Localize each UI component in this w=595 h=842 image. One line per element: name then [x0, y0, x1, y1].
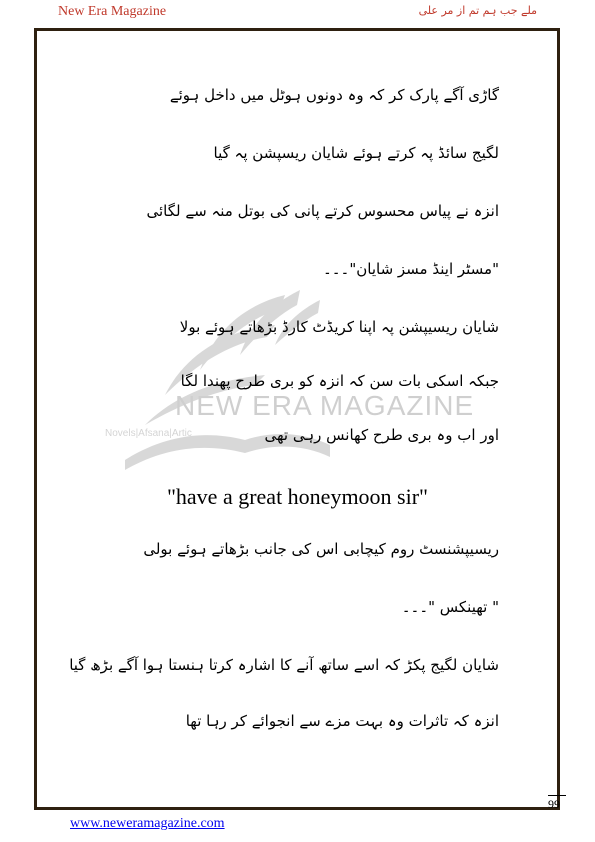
- text-line: انزہ کہ تاثرات وہ بہت مزے سے انجوائے کر رہا تھا: [185, 712, 499, 730]
- novel-title: ملے جب ہم تم از مر علی: [418, 4, 537, 17]
- text-line: " تھینکس "۔۔۔: [401, 598, 499, 616]
- text-line: شایان ریسیپشن پہ اپنا کریڈٹ کارڈ بڑھاتے ہوئے بولا: [179, 318, 499, 336]
- text-line: لگیج سائڈ پہ کرتے ہوئے شایان ریسپشن پہ گیا: [213, 144, 499, 162]
- footer-website-link[interactable]: www.neweramagazine.com: [70, 816, 225, 831]
- text-line: شایان لگیج پکڑ کہ اسے ساتھ آنے کا اشارہ کرتا ہنستا ہوا آگے بڑھ گیا: [69, 656, 499, 674]
- text-line: انزہ نے پیاس محسوس کرتے پانی کی بوتل منہ سے لگائی: [146, 202, 499, 220]
- watermark-subtitle: Novels|Afsana|Artic: [105, 428, 192, 439]
- magazine-title: New Era Magazine: [58, 4, 167, 19]
- watermark-title: NEW ERA MAGAZINE: [175, 390, 475, 421]
- page-number: 99: [548, 797, 560, 811]
- text-line: اور اب وہ بری طرح کھانس رہی تھی: [264, 426, 499, 444]
- text-line: گاڑی آگے پارک کر کہ وہ دونوں ہوٹل میں داخل ہوئے: [169, 86, 499, 104]
- english-line: "have a great honeymoon sir": [166, 484, 429, 509]
- text-line: "مسٹر اینڈ مسز شایان"۔۔۔: [322, 260, 499, 278]
- text-line: جبکہ اسکی بات سن کہ انزہ کو بری طرح پھندا لگا: [180, 372, 499, 390]
- page-header: [58, 4, 537, 22]
- text-line: ریسیپشنسٹ روم کیچابی اس کی جانب بڑھاتے ہوئے بولی: [143, 540, 499, 558]
- page-number-rule: [548, 795, 566, 796]
